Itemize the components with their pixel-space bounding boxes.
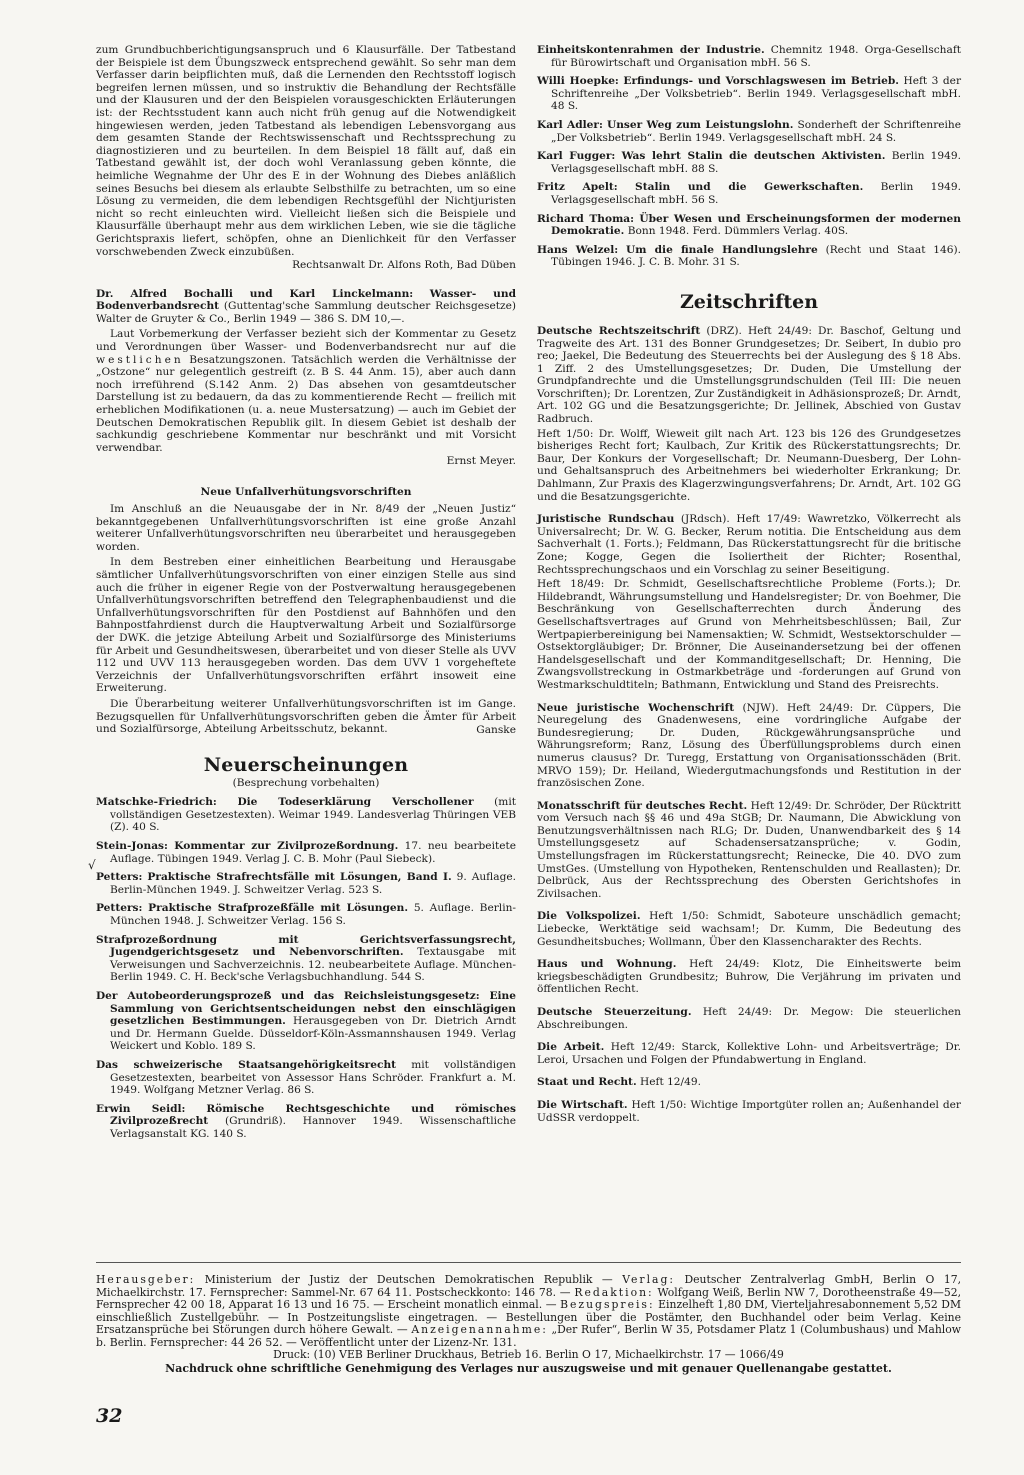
book-entry (537, 213, 961, 238)
book-details: Berlin 1949. Verlagsgesellschaft mbH. 88 S. (551, 150, 961, 175)
book-details: Berlin 1949. Verlagsgesellschaft mbH. 56 S. (551, 181, 962, 206)
new-books-list (96, 796, 516, 1140)
imprint-anzeigen: „Der Rufer“, Berlin W 35, Potsdamer Platz 1 (Columbushaus) und Mahlow b. Berlin. Fernsprecher: 44 26 52. — Veröffentlicht unter der Lizenz-Nr. 131. (96, 1323, 962, 1349)
journal-entry (537, 513, 961, 691)
imprint-redaktion-label: Redaktion: (574, 1285, 654, 1299)
book-details: Textausgabe mit Verweisungen und Sachverzeichnis. 12. neubearbeitete Auflage. München-Berlin 1949. C. H. Beck'sche Verlagsbuchhandlung. 544 S. (110, 946, 516, 984)
review-continuation (96, 44, 516, 272)
journal-name: Deutsche Rechtszeitschrift (537, 324, 701, 337)
book-entry (537, 244, 961, 269)
right-column (537, 44, 961, 1134)
journal-contents: Heft 18/49: Dr. Schmidt, Gesellschaftsrechtliche Probleme (Forts.); Dr. Hildebrandt, Währungsumstellung und Handelsregister; Dr. von Boehmer, Die Beschränkung von Gesellschafterrechten durch Änderung des Gesellschaftsvertrages auf Grund von Mehrheitsbeschlüssen; Bail, Zur Wertpapierbereinigung bei Namensaktien; W. Schmidt, Westsektorschulder — Ostsektorgläubiger; Dr. Brönner, Die Auseinandersetzung bei der offenen Handelsgesellschaft und der Kommanditgesellschaft; Dr. Henning, Die Zwangsvollstreckung in Ostmarkbeträge und -forderungen auf Grund von Westmarkschuldtiteln; Bathmann, Entwicklung und Stand des Preisrechts. (537, 578, 961, 691)
imprint (96, 1274, 961, 1375)
imprint-verlag: Deutscher Zentralverlag GmbH, Berlin O 17, Michaelkirchstr. 17. Fernsprecher: Sammel-Nr. 67 64 11. Postscheckkonto: 146 78. — (96, 1273, 961, 1299)
book-author: Petters: (96, 871, 143, 884)
book-entry (96, 1103, 516, 1141)
book-entry (96, 840, 516, 865)
review-signature-meyer: Ernst Meyer. (446, 455, 516, 468)
book-details: Bonn 1948. Ferd. Dümmlers Verlag. 40S. (627, 225, 849, 238)
unfall-paragraph-1: Im Anschluß an die Neuausgabe der in Nr. 8/49 der „Neuen Justiz“ bekanntgegebenen Unfallverhütungsvorschriften ist eine große Anzahl weiterer Unfallverhütungsvorschriften neu überarbeitet und herausgegeben worden. (96, 503, 516, 553)
journal-name: Monatsschrift für deutsches Recht. (537, 799, 748, 812)
book-entry (96, 902, 516, 927)
imprint-nachdruck: Nachdruck ohne schriftliche Genehmigung des Verlages nur auszugsweise und mit genauer Quellenangabe gestattet. (165, 1361, 892, 1375)
journal-contents: Heft 12/49: Starck, Kollektive Lohn- und Arbeitsverträge; Dr. Leroi, Ursachen und Folgen der Pfundabwertung in England. (537, 1041, 962, 1066)
book-entry (537, 75, 961, 113)
book-entry (96, 1059, 516, 1097)
journal-contents: Heft 24/49: Klotz, Die Einheitswerte beim kriegsbeschädigten Grundbesitz; Buhrow, Die Verjährung im privaten und öffentlichen Recht. (537, 958, 961, 996)
imprint-bezug-label: Bezugspreis: (560, 1298, 655, 1311)
imprint-redaktion: Wolfgang Weiß, Berlin NW 7, Dorotheenstraße 49—52, Fernsprecher 42 00 18, Apparat 16 13 und 16 75. — Erscheint monatlich einmal. — (96, 1285, 962, 1311)
margin-check-mark: √ (88, 858, 96, 872)
review-text-part1: Laut Vorbemerkung der Verfasser bezieht sich der Kommentar zu Gesetz und Verordnungen über Wasser- und Bodenverbandsrecht nur auf die (96, 328, 516, 354)
left-column (96, 44, 516, 1147)
book-title: Praktische Strafprozeßfälle mit Lösungen. (148, 902, 409, 915)
journal-entry (537, 1076, 961, 1089)
journal-entry (537, 910, 961, 948)
review-authors: Dr. Alfred Bochalli und Karl Linckelmann: (96, 287, 414, 300)
neuerscheinungen-subheading: (Besprechung vorbehalten) (232, 777, 380, 790)
book-author: Richard Thoma: (537, 212, 635, 225)
book-title: Stalin und die Gewerkschaften. (635, 181, 864, 194)
journal-entry (537, 1006, 961, 1031)
book-entry (96, 796, 516, 834)
journal-contents: Heft 24/49: Dr. Megow: Die steuerlichen Abschreibungen. (537, 1006, 961, 1031)
book-details: Chemnitz 1948. Orga-Gesellschaft für Bürowirtschaft und Organisation mbH. 56 S. (551, 44, 961, 69)
book-title: Strafprozeßordnung mit Gerichtsverfassungsrecht, Jugendgerichtsgesetz und Nebenvorschriften. (96, 933, 516, 959)
book-author: Hans Welzel: (537, 243, 619, 256)
page-number: 32 (96, 1405, 123, 1427)
zeitschriften-section (537, 291, 961, 1124)
book-entry (96, 934, 516, 984)
book-title: Das schweizerische Staatsangehörigkeitsrecht (96, 1058, 397, 1071)
book-title: Der Autobeorderungsprozeß und das Reichsleistungsgesetz: Eine Sammlung von Gerichtsentscheidungen nebst den einschlägigen gesetzlichen Bestimmungen. (96, 990, 516, 1028)
book-author: Karl Adler: (537, 118, 603, 131)
book-title: Unser Weg zum Leistungslohn. (606, 118, 794, 131)
book-details: Herausgegeben von Dr. Dietrich Arndt und Dr. Hermann Guelde. Düsseldorf-Köln-Assmannshausen 1949. Verlag Weickert und Koblo. 189 S. (110, 1015, 517, 1053)
book-author: Stein-Jonas: (96, 840, 168, 853)
book-details: (mit vollständigen Gesetzestexten). Weimar 1949. Landesverlag Thüringen VEB (Z). 40 S. (110, 796, 516, 834)
journal-name: Die Wirtschaft. (537, 1098, 628, 1111)
book-author: Erwin Seidl: (96, 1102, 186, 1115)
review-book-details: (Guttentag'sche Sammlung deutscher Reichsgesetze) Walter de Gruyter & Co., Berlin 1949 — 386 S. DM 10,—. (96, 300, 516, 325)
imprint-druck: Druck: (10) VEB Berliner Druckhaus, Betrieb 16. Berlin O 17, Michaelkirchstr. 17 — 1066/49 (273, 1348, 784, 1361)
journal-name: Die Arbeit. (537, 1041, 605, 1054)
journal-name: Die Volkspolizei. (537, 910, 641, 923)
book-details: mit vollständigen Gesetzestexten, bearbeitet von Assessor Hans Schröder. Frankfurt a. M. 1949. Wolfgang Metzner Verlag. 86 S. (110, 1058, 517, 1097)
book-details: Sonderheft der Schriftenreihe „Der Volksbetrieb“. Berlin 1949. Verlagsgesellschaft mbH. 24 S. (551, 118, 962, 144)
book-details: 9. Auflage. Berlin-München 1949. J. Schweitzer Verlag. 523 S. (110, 871, 516, 896)
journal-contents: Heft 1/50: Dr. Wolff, Wieweit gilt nach Art. 123 bis 126 des Grundgesetzes bisheriges Recht fort; Kaulbach, Zur Kritik des Rückerstattungsrechts; Dr. Baur, Der Konkurs der Vorgesellschaft; Dr. Neumann-Duesberg, Der Lohn- und Gehaltsanspruch des Arbeitnehmers bei wiederholter Erkrankung; Dr. Dahlmann, Zur Praxis des Klagerzwingungsverfahrens; Dr. Arndt, Art. 102 GG und die Besatzungsgerichte. (537, 427, 961, 503)
imprint-rule (96, 1262, 961, 1263)
review-text-part2: Besatzungszonen. Tatsächlich werden die Verhältnisse der „Ostzone“ nur gelegentlich gestreift (z. B S. 44 Anm. 15), aber auch dann noch irreführend (S.142 Anm. 2) Das absehen von gesamtdeutscher Darstellung ist zu bedauern, da das zu kommentierende Recht — freilich mit erheblichen Modifikationen (u. a. neue Mustersatzung) — auch im Gebiet der Deutschen Demokratischen Republik gilt. In diesem Gebiet ist deshalb der sachkundig geschriebene Kommentar nur beschränkt und mit Vorsicht verwendbar. (96, 353, 517, 454)
book-details: (Grundriß). Hannover 1949. Wissenschaftliche Verlagsanstalt KG. 140 S. (110, 1115, 516, 1140)
zeitschriften-heading: Zeitschriften (679, 290, 819, 313)
journals-list (537, 325, 961, 1124)
book-title: Römische Rechtsgeschichte und römisches Zivilprozeßrecht (110, 1102, 516, 1128)
book-entry (96, 990, 516, 1053)
journal-name: Deutsche Steuerzeitung. (537, 1006, 692, 1018)
book-author: Petters: (96, 902, 143, 915)
journal-name: Juristische Rundschau (537, 513, 675, 526)
review-paragraph: zum Grundbuchberichtigungsanspruch und 6 Klausurfälle. Der Tatbestand der Beispiele ist dem Übungszweck entsprechend gewählt. So sehr man dem Verfasser darin beipflichten muß, daß die Lernenden den Rechtsstoff logisch begreifen lernen müssen, und so instruktiv die Behandlung der Rechtsfälle und der Klausuren und der den Beispielen vorausgeschickten Erläuterungen ist: der Rechtsstudent kann auch nicht früh genug auf die Notwendigkeit hingewiesen werden, jeden Tatbestand als lebendigen Lebensvorgang aus dem gesamten Stande der Rechtswissenschaft und Rechtssprechung zu diagnostizieren und zu beurteilen. In dem Beispiel 18 fällt auf, daß ein Tatbestand gewählt ist, der doch wohl Veranlassung geben könnte, die heimliche Wegnahme der Uhr des E in der Wohnung des Diebes anläßlich seines Besuchs bei diesem als erlaubte Selbsthilfe zu betrachten, um so eine Lösung zu vermeiden, die dem lebendigen Rechtsgefühl der Nichtjuristen nicht so recht einleuchten wird. Vielleicht ließen sich die Beispiele und Klausurfälle überhaupt mehr aus dem wirklichen Leben, wie sie die tägliche Gerichtspraxis liefert, schöpfen, ohne an Dienlichkeit für den Verfasser vorschwebenden Zweck einzubüßen. (96, 44, 516, 258)
journal-entry (537, 325, 961, 503)
right-books-list (537, 44, 961, 269)
journal-entry (537, 958, 961, 996)
journal-name: Haus und Wohnung. (537, 958, 677, 971)
book-title: Die Todeserklärung Verschollener (237, 796, 474, 809)
book-author: Matschke-Friedrich: (96, 796, 217, 809)
book-entry (96, 871, 516, 896)
review-bochalli (96, 288, 516, 468)
journal-entry (537, 702, 961, 790)
imprint-publisher: Ministerium der Justiz der Deutschen Demokratischen Republik — (204, 1273, 613, 1286)
book-details: 17. neu bearbeitete Auflage. Tübingen 1949. Verlag J. C. B. Mohr (Paul Siebeck). (110, 840, 517, 865)
book-entry (537, 181, 961, 206)
unfall-title: Neue Unfallverhütungsvorschriften (200, 486, 412, 498)
book-title: Erfindungs- und Vorschlagswesen im Betrieb. (623, 75, 899, 88)
journal-contents: Heft 12/49. (640, 1076, 701, 1089)
book-title: Über Wesen und Erscheinungsformen der modernen Demokratie. (551, 212, 961, 238)
book-entry (537, 44, 961, 69)
book-details: Heft 3 der Schriftenreihe „Der Volksbetrieb“. Berlin 1949. Verlagsgesellschaft mbH. 48 S. (551, 75, 962, 113)
journal-contents: Heft 1/50: Wichtige Importgüter rollen an; Außenhandel der UdSSR verdoppelt. (537, 1098, 961, 1124)
neuerscheinungen-section (96, 754, 516, 1140)
journal-entry (537, 1041, 961, 1066)
journal-name: Neue juristische Wochenschrift (537, 701, 735, 714)
journal-contents: Heft 1/50: Schmidt, Saboteure unschädlich gemacht; Liebecke, Werktätige seid wachsam!; Dr. Kumm, Die Bedeutung des Gesundheitsbuches; Wollmann, Über den Klassencharakter des Rechts. (537, 910, 961, 948)
journal-contents: Heft 12/49: Dr. Schröder, Der Rücktritt vom Versuch nach §§ 46 und 49a StGB; Dr. Naumann, Die Abwicklung von Benutzungsverhältnissen nach RLG; Dr. Duden, Unanwendbarkeit des § 14 Umstellungsgesetz auf Schadensersatzansprüche; v. Godin, Umstellungsfragen im Rückerstattungsrecht; Reinecke, Die 40. DVO zum UmstGes. (Umstellung von Hypotheken, Rentenschulden und Reallasten); Dr. Delbrück, Aus der Rechtssprechung des Obersten Gerichtshofes in Zivilsachen. (537, 799, 962, 900)
journal-entry (537, 800, 961, 901)
book-entry (537, 119, 961, 144)
unfall-paragraph-2: In dem Bestreben einer einheitlichen Bearbeitung und Herausgabe sämtlicher Unfallverhütungsvorschriften von einer einzigen Stelle aus sind auch die früher in eigener Regie von der Postverwaltung herausgegebenen Unfallverhütungsvorschriften betreffend den Telegraphenbaudienst und die Unfallverhütungsvorschriften für den Postdienst auf Bahnhöfen und den Bahnpostfahrdienst durch die Hauptverwaltung Arbeit und Sozialfürsorge der DWK. die jetzige Abteilung Arbeit und Sozialfürsorge des Ministeriums für Arbeit und Gesundheitswesen, überarbeitet und von dieser Stelle als UVV 112 und UVV 113 herausgegeben worden. Das dem UVV 1 vorgeheftete Verzeichnis der Unfallverhütungsvorschriften erfährt insoweit eine Erweiterung. (96, 556, 516, 695)
review-book-title: Wasser- und Bodenverbandsrecht (96, 287, 516, 313)
book-entry (537, 150, 961, 175)
review-spaced-word: westlichen (96, 353, 184, 366)
book-details: (Recht und Staat 146). Tübingen 1946. J. C. B. Mohr. 31 S. (551, 243, 962, 269)
book-title: Einheitskontenrahmen der Industrie. (537, 44, 765, 56)
book-details: 5. Auflage. Berlin-München 1948. J. Schweitzer Verlag. 156 S. (110, 902, 516, 928)
journal-contents: (DRZ). Heft 24/49: Dr. Baschof, Geltung und Tragweite des Art. 131 des Bonner Grundgesetzes; Dr. Seibert, In dubio pro reo; Jaekel, Die Bedeutung des Steuerrechts bei der Auslegung des § 18 Abs. 1 Ziff. 2 des Umstellungsgesetzes; Dr. Duden, Die Umstellung der Grundpfandrechte und die Umstellungsgrundschulden (Teil III: Die neuen Vorschriften); Dr. Lorentzen, Zur Zuständigkeit in Adhäsionsprozeß; Dr. Arndt, Art. 102 GG und die Besatzungsgerichte; Dr. Jellinek, Abschied von Gustav Radbruch. (537, 324, 961, 426)
journal-contents: (NJW). Heft 24/49: Dr. Cüppers, Die Neuregelung des Gnadenwesens, eine vordringliche Aufgabe der Bundesregierung; Dr. Duden, Rückgewährungsansprüche und Währungsreform; Ranz, Lösung des Überfüllungsproblems durch einen numerus clausus? Dr. Turegg, Erstattung von Organisationsschäden (Brit. MRVO 159); Dr. Heiland, Wiedergutmachungsfonds und Restitution in der französischen Zone. (537, 701, 961, 790)
book-author: Karl Fugger: (537, 150, 616, 163)
review-signature: Rechtsanwalt Dr. Alfons Roth, Bad Düben (292, 259, 516, 272)
imprint-bezug: Einzelheft 1,80 DM, Vierteljahresabonnement 5,52 DM einschließlich Zustellgebühr. — In Postzeitungsliste eingetragen. — Bestellungen über die Postämter, den Buchhandel oder beim Verlag. Keine Ersatzansprüche bei Störungen durch höhere Gewalt. — (96, 1298, 962, 1336)
unfall-signature: Ganske (476, 723, 516, 736)
journal-entry (537, 1099, 961, 1124)
book-title: Was lehrt Stalin die deutschen Aktivisten. (621, 150, 886, 163)
journal-name: Staat und Recht. (537, 1076, 637, 1089)
journal-contents: (JRdsch). Heft 17/49: Wawretzko, Völkerrecht als Universalrecht; Dr. W. G. Becker, Rerum notitia. Die Entscheidung aus dem Sachverhalt (1. Forts.); Feldmann, Das Rückerstattungsrecht für die britische Zone; Kogge, Gegen die Isoliertheit der Richter; Rosenthal, Rechtssprechungschaos und ein Vorschlag zu seiner Beseitigung. (537, 513, 961, 576)
book-title: Kommentar zur Zivilprozeßordnung. (174, 840, 399, 853)
unfall-section (96, 486, 516, 736)
imprint-verlag-label: Verlag: (622, 1273, 676, 1286)
imprint-publisher-label: Herausgeber: (96, 1273, 196, 1286)
unfall-paragraph-3: Die Überarbeitung weiterer Unfallverhütungsvorschriften ist im Gange. Bezugsquellen für Unfallverhütungsvorschriften geben die Ämter für Arbeit und Sozialfürsorge, Abteilung Arbeitsschutz, bekannt. (96, 697, 516, 736)
imprint-anzeigen-label: Anzeigenannahme: (411, 1323, 548, 1336)
book-author: Willi Hoepke: (537, 75, 619, 88)
neuerscheinungen-heading: Neuerscheinungen (203, 754, 409, 777)
book-title: Um die finale Handlungslehre (626, 243, 818, 256)
book-title: Praktische Strafrechtsfälle mit Lösungen, Band I. (147, 871, 452, 884)
book-author: Fritz Apelt: (537, 181, 618, 194)
